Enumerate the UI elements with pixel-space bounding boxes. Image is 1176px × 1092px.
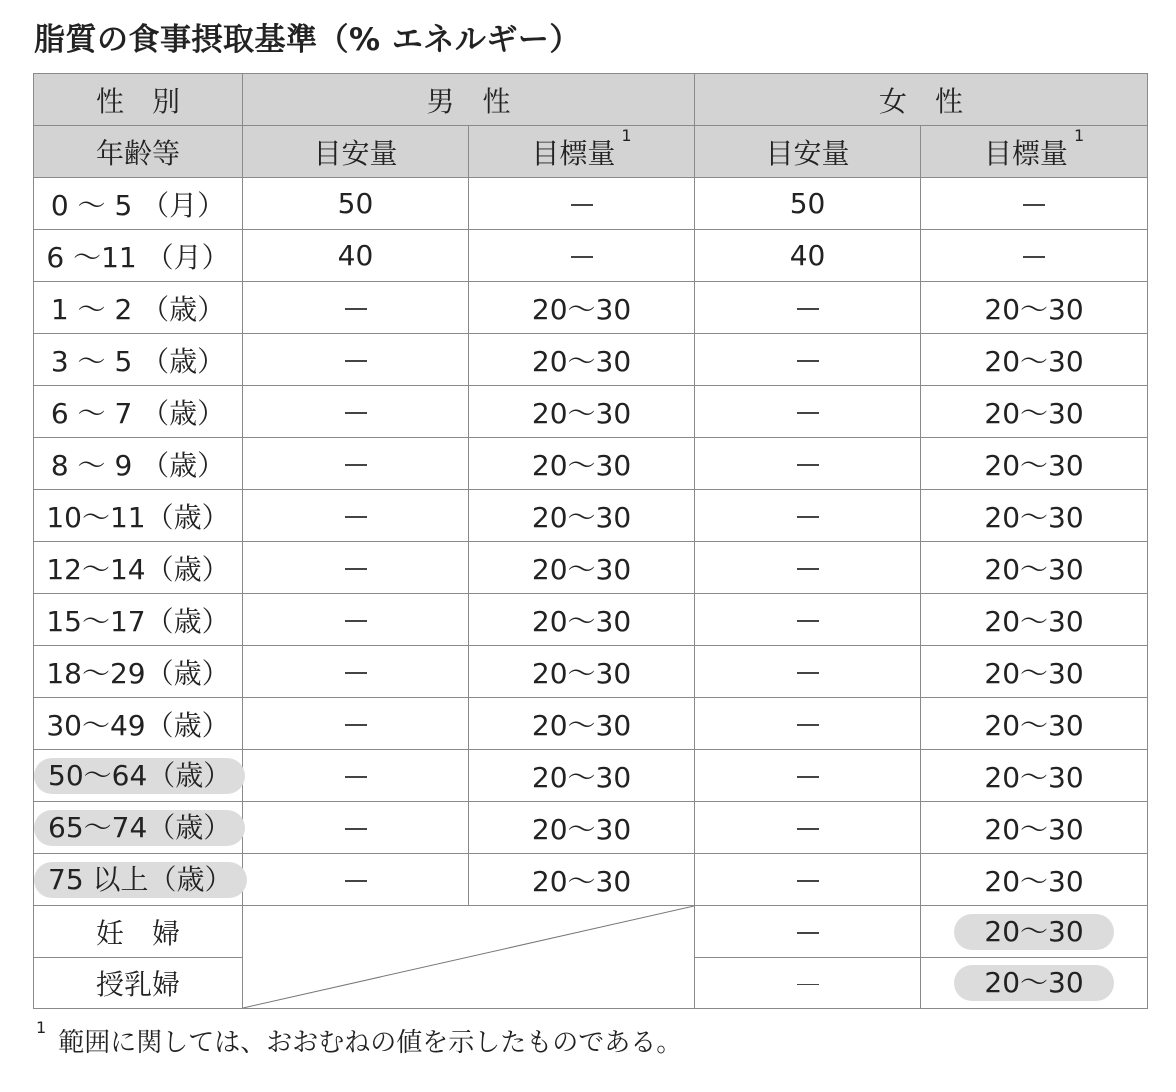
dash-mark <box>571 204 593 206</box>
header-female: 女 性 <box>695 74 1148 126</box>
table-row <box>34 230 1148 282</box>
dash-mark <box>797 464 819 466</box>
male-target: 20〜30 <box>469 542 695 594</box>
female-target: 20〜30 <box>921 438 1148 490</box>
row-age-label <box>34 854 243 906</box>
male-adequate-intake: 50 <box>243 178 469 230</box>
female-adequate-intake <box>695 334 921 386</box>
highlight-age: 65〜74（歳） <box>34 810 245 846</box>
female-target: 20〜30 <box>921 802 1148 854</box>
row-age-label: 18〜29（歳） <box>34 646 243 698</box>
diagonal-line <box>243 906 694 1008</box>
male-adequate-intake <box>243 334 469 386</box>
lactating-female-adequate-intake <box>695 958 921 1009</box>
row-age-label: 3 〜 5 （歳） <box>34 334 243 386</box>
table-body <box>34 178 1148 1009</box>
female-target: 20〜30 <box>921 334 1148 386</box>
female-target: 20〜30 <box>921 282 1148 334</box>
dash-mark <box>345 412 367 414</box>
female-target: 20〜30 <box>921 490 1148 542</box>
male-target: 20〜30 <box>469 646 695 698</box>
table-row <box>34 490 1148 542</box>
row-age-label: 10〜11（歳） <box>34 490 243 542</box>
female-adequate-intake <box>695 438 921 490</box>
male-adequate-intake <box>243 698 469 750</box>
dash-mark <box>797 568 819 570</box>
female-adequate-intake <box>695 490 921 542</box>
header-female-adequate-intake: 目安量 <box>695 126 921 178</box>
footnote-ref: 1 <box>1073 125 1085 145</box>
highlight-value: 20〜30 <box>954 914 1113 950</box>
row-age-label: 6 〜11 （月） <box>34 230 243 282</box>
dash-mark <box>1023 204 1045 206</box>
male-adequate-intake <box>243 386 469 438</box>
male-adequate-intake <box>243 802 469 854</box>
table-row-pregnant <box>34 906 1148 958</box>
row-age-label: 12〜14（歳） <box>34 542 243 594</box>
female-adequate-intake <box>695 386 921 438</box>
male-adequate-intake <box>243 490 469 542</box>
female-target: 20〜30 <box>921 542 1148 594</box>
lactating-female-target <box>921 958 1148 1009</box>
dash-mark <box>797 828 819 830</box>
female-target: 20〜30 <box>921 854 1148 906</box>
row-age-label: 0 〜 5 （月） <box>34 178 243 230</box>
male-target <box>469 230 695 282</box>
row-age-label: 30〜49（歳） <box>34 698 243 750</box>
dash-mark <box>797 672 819 674</box>
dash-mark <box>345 620 367 622</box>
dash-mark <box>797 360 819 362</box>
male-target: 20〜30 <box>469 802 695 854</box>
female-adequate-intake <box>695 594 921 646</box>
footnote-mark: 1 <box>36 1018 47 1037</box>
row-age-label <box>34 802 243 854</box>
dash-mark <box>797 724 819 726</box>
header-male-adequate-intake: 目安量 <box>243 126 469 178</box>
pregnant-female-target <box>921 906 1148 958</box>
table-row <box>34 802 1148 854</box>
table-row <box>34 438 1148 490</box>
row-age-label: 15〜17（歳） <box>34 594 243 646</box>
dash-mark <box>345 880 367 882</box>
dash-mark <box>797 620 819 622</box>
female-adequate-intake <box>695 698 921 750</box>
table-row <box>34 594 1148 646</box>
header-male: 男 性 <box>243 74 695 126</box>
dash-mark <box>345 568 367 570</box>
male-target: 20〜30 <box>469 594 695 646</box>
male-target: 20〜30 <box>469 698 695 750</box>
table-row <box>34 386 1148 438</box>
header-sex: 性 別 <box>34 74 243 126</box>
male-target: 20〜30 <box>469 438 695 490</box>
row-age-label: 6 〜 7 （歳） <box>34 386 243 438</box>
header-female-target <box>921 126 1148 178</box>
male-target: 20〜30 <box>469 282 695 334</box>
female-target <box>921 230 1148 282</box>
fat-intake-table <box>33 73 1148 1009</box>
male-target: 20〜30 <box>469 490 695 542</box>
female-target: 20〜30 <box>921 386 1148 438</box>
dash-mark <box>345 776 367 778</box>
footnote-ref: 1 <box>621 125 632 145</box>
highlight-value: 20〜30 <box>954 965 1113 1001</box>
header-male-target-label: 目標量 <box>531 136 616 170</box>
header-male-target <box>469 126 695 178</box>
row-age-label <box>34 750 243 802</box>
dash-mark <box>345 724 367 726</box>
dash-mark <box>797 984 819 986</box>
dash-mark <box>345 828 367 830</box>
male-adequate-intake <box>243 438 469 490</box>
female-adequate-intake <box>695 282 921 334</box>
female-adequate-intake <box>695 542 921 594</box>
male-target <box>469 178 695 230</box>
female-target: 20〜30 <box>921 646 1148 698</box>
dash-mark <box>345 308 367 310</box>
table-row <box>34 646 1148 698</box>
dash-mark <box>797 516 819 518</box>
table-row <box>34 750 1148 802</box>
row-age-label: 1 〜 2 （歳） <box>34 282 243 334</box>
page-title: 脂質の食事摂取基準（% エネルギー） <box>34 22 581 58</box>
table-row <box>34 698 1148 750</box>
female-adequate-intake <box>695 802 921 854</box>
table-row <box>34 334 1148 386</box>
dash-mark <box>571 256 593 258</box>
highlight-age: 75 以上（歳） <box>34 862 247 898</box>
table-row <box>34 282 1148 334</box>
table-row <box>34 854 1148 906</box>
female-target: 20〜30 <box>921 594 1148 646</box>
male-adequate-intake <box>243 594 469 646</box>
dash-mark <box>797 776 819 778</box>
dash-mark <box>1023 256 1045 258</box>
table-row <box>34 542 1148 594</box>
not-applicable-diagonal-cell <box>243 906 695 1009</box>
header-age: 年齢等 <box>34 126 243 178</box>
female-target: 20〜30 <box>921 698 1148 750</box>
female-adequate-intake <box>695 854 921 906</box>
male-adequate-intake <box>243 854 469 906</box>
header-female-target-label: 目標量 <box>983 136 1068 170</box>
footnote <box>36 1018 683 1059</box>
female-adequate-intake <box>695 646 921 698</box>
dash-mark <box>345 516 367 518</box>
male-target: 20〜30 <box>469 334 695 386</box>
female-adequate-intake: 40 <box>695 230 921 282</box>
female-adequate-intake: 50 <box>695 178 921 230</box>
row-age-label: 8 〜 9 （歳） <box>34 438 243 490</box>
male-target: 20〜30 <box>469 854 695 906</box>
dash-mark <box>345 464 367 466</box>
dash-mark <box>797 880 819 882</box>
row-label-lactating: 授乳婦 <box>34 958 243 1009</box>
male-adequate-intake <box>243 542 469 594</box>
female-target: 20〜30 <box>921 750 1148 802</box>
dash-mark <box>797 412 819 414</box>
male-adequate-intake <box>243 750 469 802</box>
footnote-text: 範囲に関しては、おおむねの値を示したものである。 <box>58 1028 683 1058</box>
male-adequate-intake: 40 <box>243 230 469 282</box>
dash-mark <box>797 932 819 934</box>
dash-mark <box>345 360 367 362</box>
male-target: 20〜30 <box>469 750 695 802</box>
male-target: 20〜30 <box>469 386 695 438</box>
pregnant-female-adequate-intake <box>695 906 921 958</box>
table-row <box>34 178 1148 230</box>
female-adequate-intake <box>695 750 921 802</box>
dash-mark <box>345 672 367 674</box>
dash-mark <box>797 308 819 310</box>
female-target <box>921 178 1148 230</box>
row-label-pregnant: 妊 婦 <box>34 906 243 958</box>
male-adequate-intake <box>243 282 469 334</box>
male-adequate-intake <box>243 646 469 698</box>
highlight-age: 50〜64（歳） <box>34 758 245 794</box>
